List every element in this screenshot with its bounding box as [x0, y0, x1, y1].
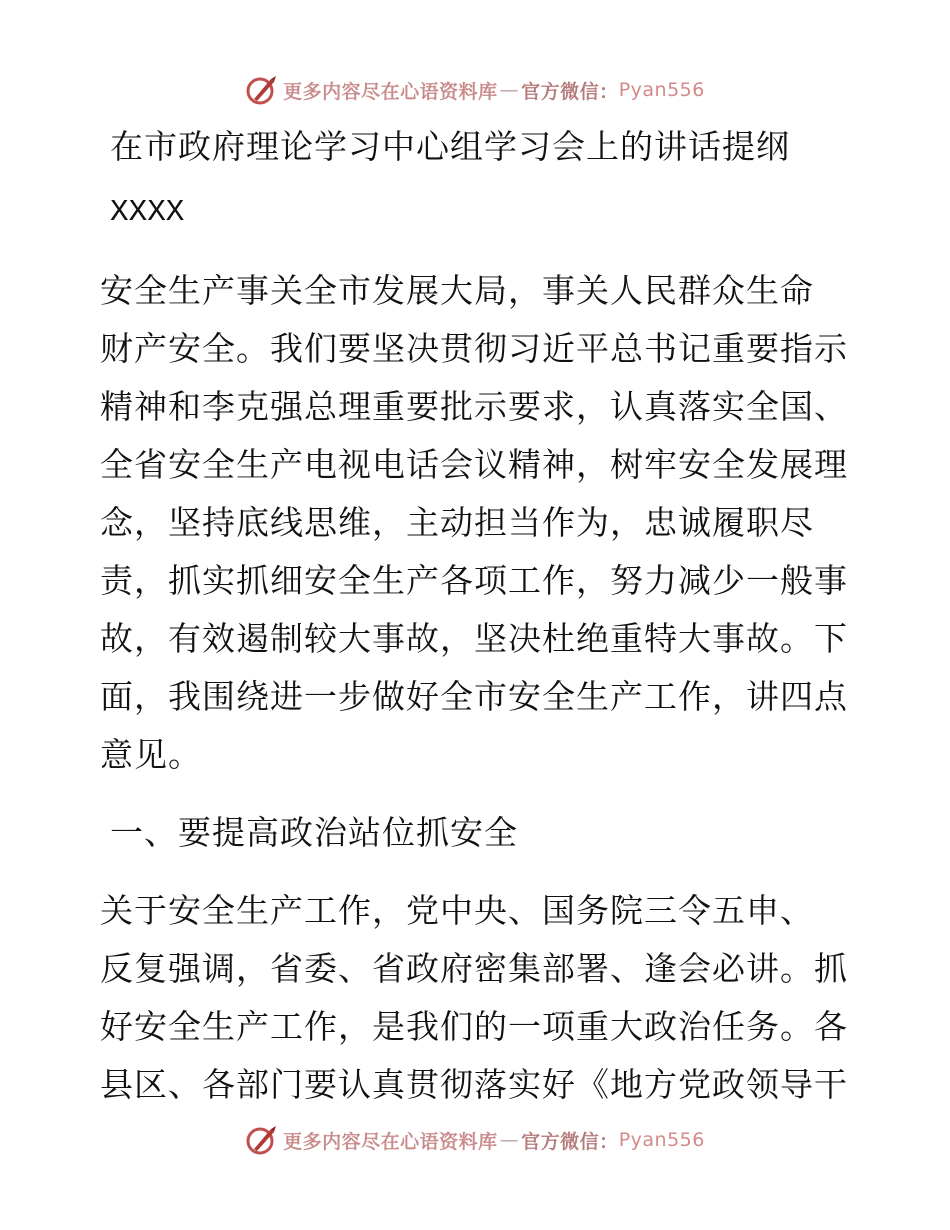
watermark-site-text: 更多内容尽在心语资料库 — [283, 1130, 498, 1153]
intro-line: 精神和李克强总理重要批示要求，认真落实全国、 — [100, 387, 848, 426]
intro-paragraph — [100, 262, 860, 784]
watermark-dash: — — [499, 1129, 520, 1151]
section-line: 关于安全生产工作，党中央、国务院三令五申、 — [100, 891, 814, 930]
section-line: 好安全生产工作，是我们的一项重大政治任务。各 — [100, 1007, 848, 1046]
quill-logo-icon — [245, 73, 279, 107]
document-body — [100, 118, 860, 1114]
watermark-header — [0, 70, 950, 110]
intro-line: 念，坚持底线思维，主动担当作为，忠诚履职尽 — [100, 503, 814, 542]
section-line: 县区、各部门要认真贯彻落实好《地方党政领导干 — [100, 1065, 848, 1104]
section-paragraph — [100, 882, 860, 1114]
intro-line: 安全生产事关全市发展大局，事关人民群众生命 — [100, 271, 814, 310]
document-author: XXXX — [110, 195, 185, 230]
intro-line: 故，有效遏制较大事故，坚决杜绝重特大事故。下 — [100, 619, 848, 658]
quill-logo-icon — [245, 1123, 279, 1157]
intro-line: 意见。 — [100, 735, 202, 774]
watermark-footer — [0, 1120, 950, 1160]
intro-line: 责，抓实抓细安全生产各项工作，努力减少一般事 — [100, 561, 848, 600]
watermark-wechat-id: Pyan556 — [618, 79, 705, 101]
intro-line: 财产安全。我们要坚决贯彻习近平总书记重要指示 — [100, 329, 848, 368]
section-line: 反复强调，省委、省政府密集部署、逢会必讲。抓 — [100, 949, 848, 988]
watermark-site-text: 更多内容尽在心语资料库 — [283, 80, 498, 103]
intro-line: 面，我围绕进一步做好全市安全生产工作，讲四点 — [100, 677, 848, 716]
watermark-official-label: 官方微信： — [521, 80, 619, 103]
watermark-dash: — — [499, 79, 520, 101]
intro-line: 全省安全生产电视电话会议精神，树牢安全发展理 — [100, 445, 848, 484]
watermark-official-label: 官方微信： — [521, 1130, 619, 1153]
watermark-wechat-id: Pyan556 — [618, 1129, 705, 1151]
section-heading: 一、要提高政治站位抓安全 — [110, 813, 518, 852]
document-title: 在市政府理论学习中心组学习会上的讲话提纲 — [110, 127, 790, 166]
